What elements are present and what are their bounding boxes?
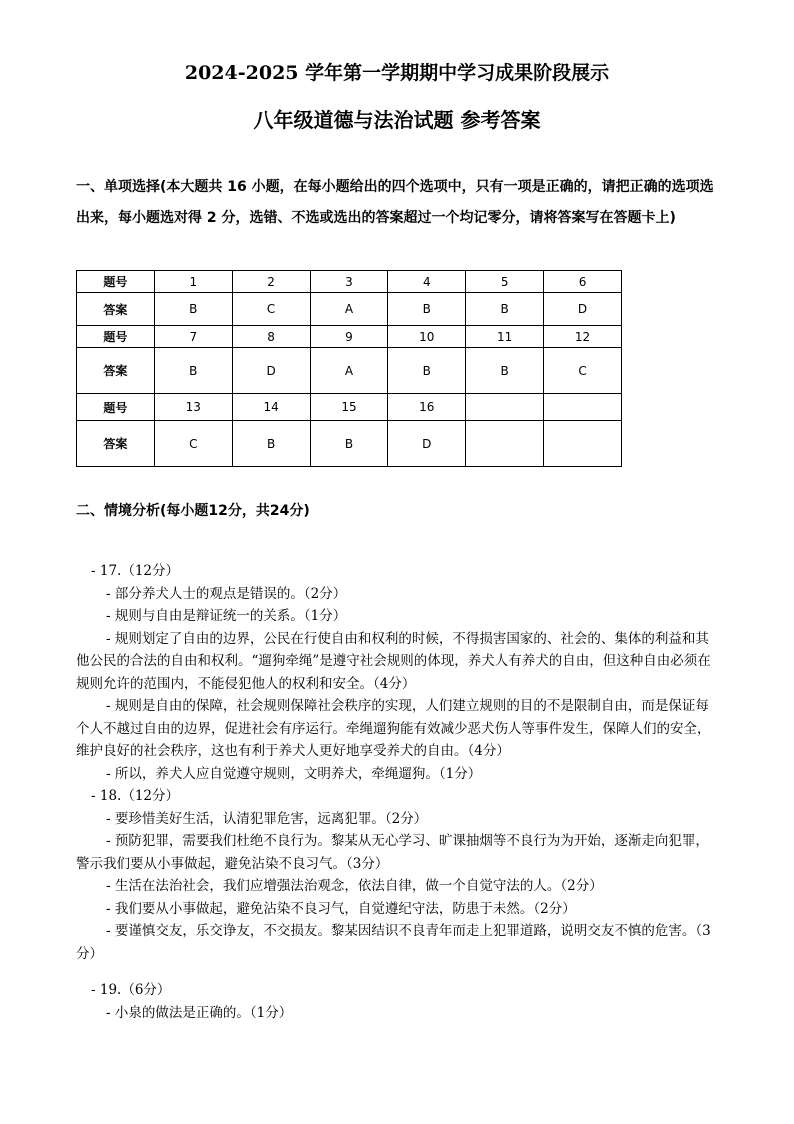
table-cell: 8	[232, 326, 310, 348]
answer-line: - 所以，养犬人应自觉遵守规则，文明养犬，牵绳遛狗。（1分）	[106, 765, 482, 782]
table-cell: 14	[232, 394, 310, 421]
exam-title: 2024-2025 学年第一学期期中学习成果阶段展示	[184, 62, 610, 84]
table-cell: B	[388, 293, 466, 326]
question-18-heading: - 18.（12分）	[91, 788, 180, 804]
table-row	[77, 394, 622, 421]
table-cell: B	[466, 348, 544, 394]
table-cell: A	[310, 293, 388, 326]
table-cell: 6	[544, 271, 622, 293]
table-cell	[466, 394, 544, 421]
table-row	[77, 271, 622, 293]
table-cell: D	[544, 293, 622, 326]
answer-line: - 要珍惜美好生活，认清犯罪危害，远离犯罪。（2分）	[106, 810, 428, 827]
table-cell	[466, 421, 544, 467]
answer-line: - 小泉的做法是正确的。（1分）	[106, 1004, 293, 1021]
table-cell: B	[466, 293, 544, 326]
table-row	[77, 348, 622, 394]
answer-line: - 规则划定了自由的边界，公民在行使自由和权利的时候，不得损害国家的、社会的、集体的利益和其他公民的合法的自由和权利。“遛狗牵绳”是遵守社会规则的体现，养犬人有养犬的自由，但这种自由必须在规则允许的范围内，不能侵犯他人的权利和安全。（4分）	[76, 630, 711, 692]
table-cell: 题号	[77, 271, 155, 293]
answer-line: - 要谨慎交友，乐交诤友，不交损友。黎某因结识不良青年而走上犯罪道路，说明交友不慎的危害。（3分）	[76, 923, 711, 962]
table-cell: 2	[232, 271, 310, 293]
answer-line: - 部分养犬人士的观点是错误的。（2分）	[106, 585, 347, 602]
table-cell: 16	[388, 394, 466, 421]
table-row	[77, 421, 622, 467]
table-cell: 7	[154, 326, 232, 348]
question-17-heading: - 17.（12分）	[91, 563, 180, 579]
answer-line: - 我们要从小事做起，避免沾染不良习气，自觉遵纪守法，防患于未然。（2分）	[106, 900, 576, 917]
answer-line: - 规则与自由是辩证统一的关系。（1分）	[106, 608, 347, 624]
answer-body	[76, 560, 716, 1024]
spacer	[76, 965, 716, 979]
answer-key-title: 八年级道德与法治试题 参考答案	[253, 108, 541, 132]
table-cell: 9	[310, 326, 388, 348]
table-cell: D	[232, 348, 310, 394]
question-19-heading: - 19.（6分）	[91, 982, 171, 998]
table-cell: 答案	[77, 293, 155, 326]
table-cell: D	[388, 421, 466, 467]
table-cell: 答案	[77, 421, 155, 467]
table-cell: 题号	[77, 326, 155, 348]
table-row	[77, 293, 622, 326]
table-cell: B	[232, 421, 310, 467]
table-cell: B	[388, 348, 466, 394]
section-2-heading: 二、情境分析(每小题12分，共24分)	[76, 503, 310, 519]
table-cell: 10	[388, 326, 466, 348]
answer-line: - 预防犯罪，需要我们杜绝不良行为。黎某从无心学习、旷课抽烟等不良行为为开始，逐渐走向犯罪，警示我们要从小事做起，避免沾染不良习气。（3分）	[76, 833, 709, 872]
section-1-heading: 一、单项选择(本大题共 16 小题，在每小题给出的四个选项中，只有一项是正确的，请把正确的选项选出来，每小题选对得 2 分，选错、不选或选出的答案超过一个均记零分，请将答案写在答题卡上)	[76, 179, 714, 226]
table-cell: 5	[466, 271, 544, 293]
table-cell	[544, 394, 622, 421]
table-cell: 11	[466, 326, 544, 348]
table-cell	[544, 421, 622, 467]
table-cell: 答案	[77, 348, 155, 394]
table-cell: 12	[544, 326, 622, 348]
table-cell: B	[154, 348, 232, 394]
answer-line: - 规则是自由的保障，社会规则保障社会秩序的实现，人们建立规则的目的不是限制自由，而是保证每个人不越过自由的边界，促进社会有序运行。牵绳遛狗能有效减少恶犬伤人等事件发生，保障人们的安全，维护良好的社会秩序，这也有利于养犬人更好地享受养犬的自由。（4分）	[76, 698, 711, 759]
table-cell: 4	[388, 271, 466, 293]
table-cell: 1	[154, 271, 232, 293]
table-row	[77, 326, 622, 348]
table-cell: A	[310, 348, 388, 394]
answer-table	[76, 270, 622, 467]
answer-line: - 生活在法治社会，我们应增强法治观念，依法自律，做一个自觉守法的人。（2分）	[106, 878, 603, 894]
table-cell: 13	[154, 394, 232, 421]
table-cell: B	[154, 293, 232, 326]
table-cell: 3	[310, 271, 388, 293]
table-cell: 题号	[77, 394, 155, 421]
table-cell: 15	[310, 394, 388, 421]
table-cell: C	[544, 348, 622, 394]
table-cell: C	[154, 421, 232, 467]
table-cell: B	[310, 421, 388, 467]
table-cell: C	[232, 293, 310, 326]
